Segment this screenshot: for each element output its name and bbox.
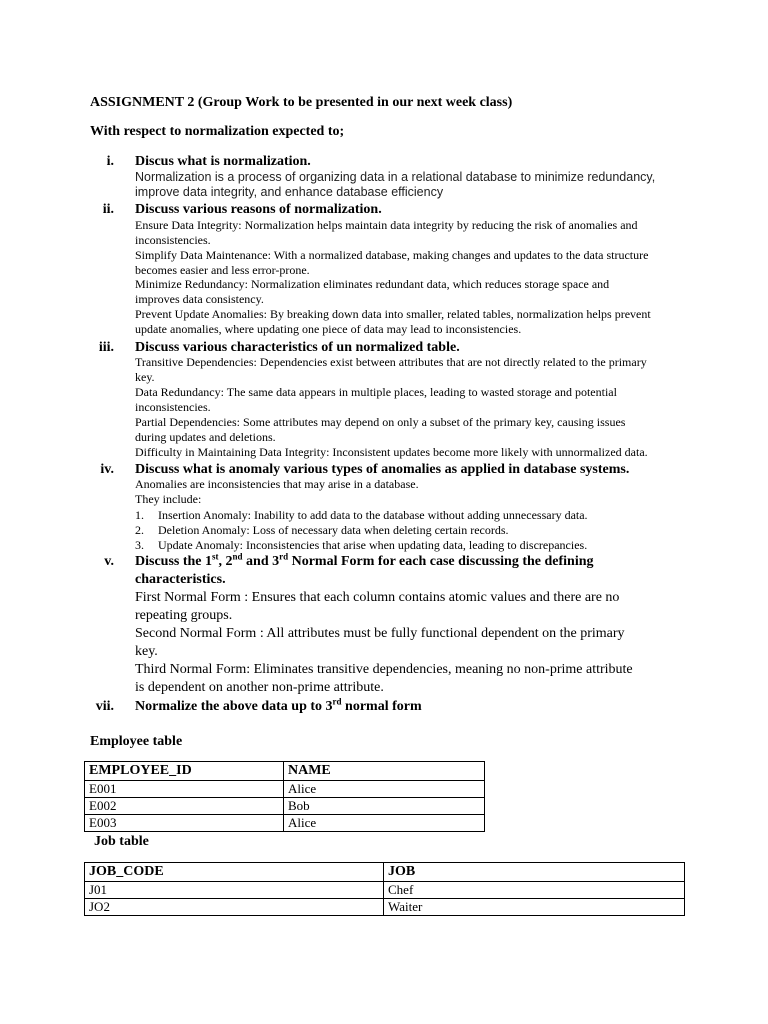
column-header: JOB_CODE [85, 863, 384, 882]
table-cell: Alice [284, 781, 485, 798]
document-heading: ASSIGNMENT 2 (Group Work to be presented in our next week class) [90, 95, 513, 110]
item-title: Normalize the above data up to 3rd normal form [135, 696, 422, 714]
item-line: First Normal Form : Ensures that each column contains atomic values and there are no [135, 590, 620, 605]
item-line: becomes easier and less error-prone. [135, 263, 310, 277]
item-number: ii. [102, 202, 114, 217]
item-number: vii. [95, 699, 114, 714]
job-table [84, 862, 685, 916]
item-number: iv. [100, 462, 114, 477]
table-cell: Alice [284, 815, 485, 832]
column-header: JOB [384, 863, 685, 882]
item-title: Discus what is normalization. [135, 154, 311, 169]
table-row [85, 882, 685, 899]
item-line: Ensure Data Integrity: Normalization helps maintain data integrity by reducing the risk of anomalies and [135, 218, 638, 232]
item-line: Data Redundancy: The same data appears in multiple places, leading to wasted storage and potential [135, 385, 617, 399]
list-item: Deletion Anomaly: Loss of necessary data when deleting certain records. [158, 523, 509, 537]
column-header: EMPLOYEE_ID [85, 762, 284, 781]
table-header-row [85, 762, 485, 781]
table-row [85, 815, 485, 832]
item-title-continued: characteristics. [135, 572, 226, 587]
item-number: i. [106, 154, 114, 169]
item-line: Minimize Redundancy: Normalization eliminates redundant data, which reduces storage space and [135, 277, 610, 291]
table-cell: E001 [85, 781, 284, 798]
item-line: Third Normal Form: Eliminates transitive dependencies, meaning no non-prime attribute [135, 662, 633, 677]
item-line: Normalization is a process of organizing data in a relational database to minimize redundancy, [135, 170, 656, 184]
table-cell: J01 [85, 882, 384, 899]
item-line: inconsistencies. [135, 400, 211, 414]
item-line: Transitive Dependencies: Dependencies exist between attributes that are not directly related to the primary [135, 355, 647, 369]
item-line: improves data consistency. [135, 292, 264, 306]
item-line: Simplify Data Maintenance: With a normalized database, making changes and updates to the data structure [135, 248, 649, 262]
table-header-row [85, 863, 685, 882]
item-line: is dependent on another non-prime attribute. [135, 680, 384, 695]
item-title: Discuss various characteristics of un normalized table. [135, 340, 460, 355]
item-line: Anomalies are inconsistencies that may arise in a database. [135, 477, 419, 491]
table-row [85, 798, 485, 815]
employee-table [84, 761, 485, 832]
list-number: 2. [135, 523, 144, 537]
table-row [85, 781, 485, 798]
list-item: Update Anomaly: Inconsistencies that arise when updating data, leading to discrepancies. [158, 538, 588, 552]
item-line: key. [135, 644, 158, 659]
item-line: update anomalies, where updating one piece of data may lead to inconsistencies. [135, 322, 522, 336]
table-row [85, 899, 685, 916]
item-line: Prevent Update Anomalies: By breaking down data into smaller, related tables, normalization helps prevent [135, 307, 651, 321]
table-cell: Chef [384, 882, 685, 899]
column-header: NAME [284, 762, 485, 781]
list-number: 3. [135, 538, 144, 552]
item-line: repeating groups. [135, 608, 233, 623]
job-table-caption: Job table [94, 834, 149, 849]
list-item: Insertion Anomaly: Inability to add data to the database without adding unnecessary data. [158, 508, 588, 522]
item-line: during updates and deletions. [135, 430, 276, 444]
table-cell: E002 [85, 798, 284, 815]
table-cell: JO2 [85, 899, 384, 916]
item-line: improve data integrity, and enhance database efficiency [135, 185, 444, 199]
item-line: Partial Dependencies: Some attributes may depend on only a subset of the primary key, causing issues [135, 415, 626, 429]
item-line: inconsistencies. [135, 233, 211, 247]
employee-table-caption: Employee table [90, 734, 183, 749]
table-cell: Waiter [384, 899, 685, 916]
table-cell: E003 [85, 815, 284, 832]
item-title: Discuss the 1st, 2nd and 3rd Normal Form for each case discussing the defining [135, 551, 594, 569]
item-line: Difficulty in Maintaining Data Integrity: Inconsistent updates become more likely with unnormalized data. [135, 445, 648, 459]
item-number: v. [104, 554, 114, 569]
table-cell: Bob [284, 798, 485, 815]
item-title: Discuss what is anomaly various types of anomalies as applied in database systems. [135, 462, 630, 477]
item-line: They include: [135, 492, 202, 506]
intro-line: With respect to normalization expected to; [90, 124, 345, 139]
item-line: Second Normal Form : All attributes must be fully functional dependent on the primary [135, 626, 625, 641]
list-number: 1. [135, 508, 144, 522]
item-line: key. [135, 370, 155, 384]
item-number: iii. [98, 340, 114, 355]
item-title: Discuss various reasons of normalization. [135, 202, 382, 217]
